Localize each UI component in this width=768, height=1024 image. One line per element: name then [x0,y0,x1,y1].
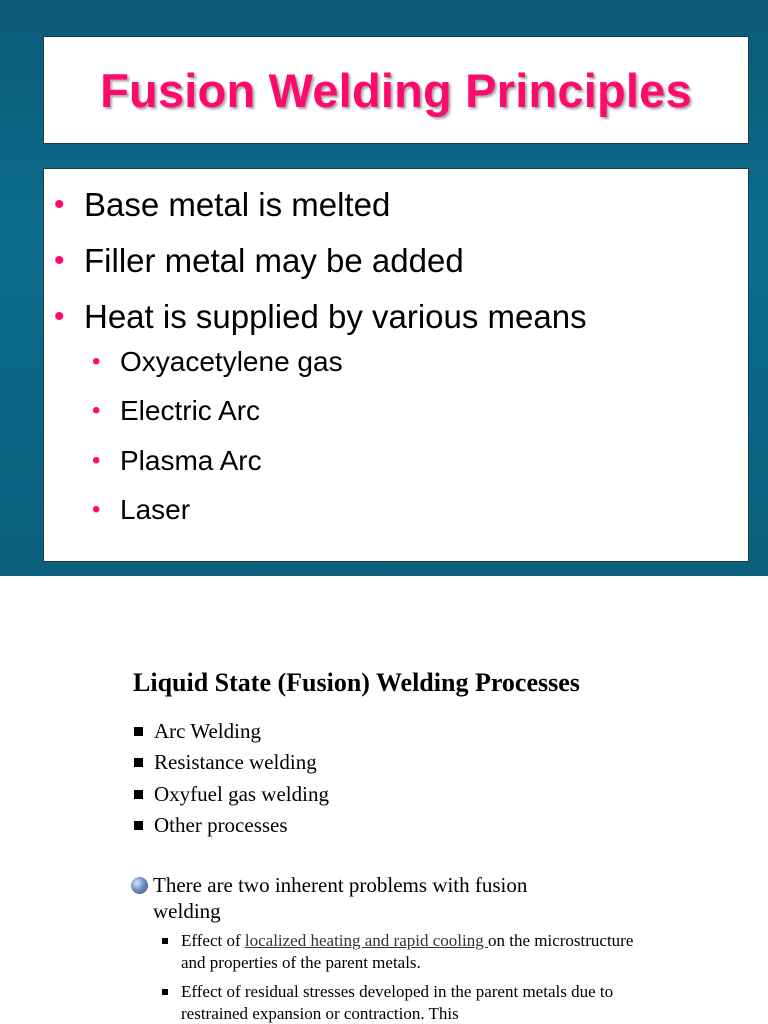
process-list [133,716,329,841]
bullet-dot-icon: • [54,188,65,221]
square-bullet-icon [134,727,143,736]
bullet-dot-icon: • [92,397,101,425]
square-bullet-icon [162,989,168,995]
slide-title-box [43,36,749,144]
process-label: Other processes [154,813,288,838]
slide-sub-bullet-text: Oxyacetylene gas [120,345,343,377]
problems-intro [131,872,631,924]
process-list-item [133,747,329,778]
square-bullet-icon [134,758,143,767]
slide-sub-bullet [92,337,738,387]
document-excerpt [0,576,768,1024]
globe-bullet-icon [131,877,148,894]
slide-sub-bullet-list [92,337,738,535]
document-heading: Liquid State (Fusion) Welding Processes [133,668,580,697]
problem-item [160,981,640,1024]
bullet-dot-icon: • [92,446,101,474]
problem-text: Effect of residual stresses developed in the parent metals due to restrained expansion or contraction. This [181,982,614,1023]
slide-bullet-text: Heat is supplied by various means [84,298,587,335]
problems-intro-line1: There are two inherent problems with fusion [153,873,528,897]
square-bullet-icon [134,790,143,799]
slide-body-box [43,168,749,562]
process-label: Resistance welding [154,750,317,775]
problems-list [160,930,640,1024]
slide-bullet-text: Base metal is melted [84,186,391,223]
slide-title: Fusion Welding Principles [100,63,692,117]
problem-prefix: Effect of [181,931,245,950]
slide-sub-bullet-text: Laser [120,494,191,526]
slide-sub-bullet [92,387,738,437]
bullet-dot-icon: • [54,300,65,333]
problems-intro-line2: welding [153,899,221,923]
square-bullet-icon [134,821,143,830]
problem-item [160,930,640,974]
slide-sub-bullet [92,486,738,536]
process-list-item [133,716,329,747]
process-label: Oxyfuel gas welding [154,781,329,806]
bullet-dot-icon: • [54,244,65,277]
slide-bullet-list [54,177,738,345]
slide-sub-bullet-text: Plasma Arc [120,444,262,476]
slide-bullet [54,233,738,289]
slide-bullet [54,177,738,233]
slide-sub-bullet-text: Electric Arc [120,395,261,427]
process-label: Arc Welding [154,719,261,744]
bullet-dot-icon: • [92,496,101,524]
process-list-item [133,810,329,841]
slide-sub-bullet [92,436,738,486]
square-bullet-icon [162,938,168,944]
underlined-phrase: localized heating and rapid cooling [244,931,488,950]
process-list-item [133,779,329,810]
slide-bullet-text: Filler metal may be added [84,242,464,279]
problem-suffix: on the microstructure and properties of the parent metals. [181,931,634,972]
bullet-dot-icon: • [92,347,101,375]
